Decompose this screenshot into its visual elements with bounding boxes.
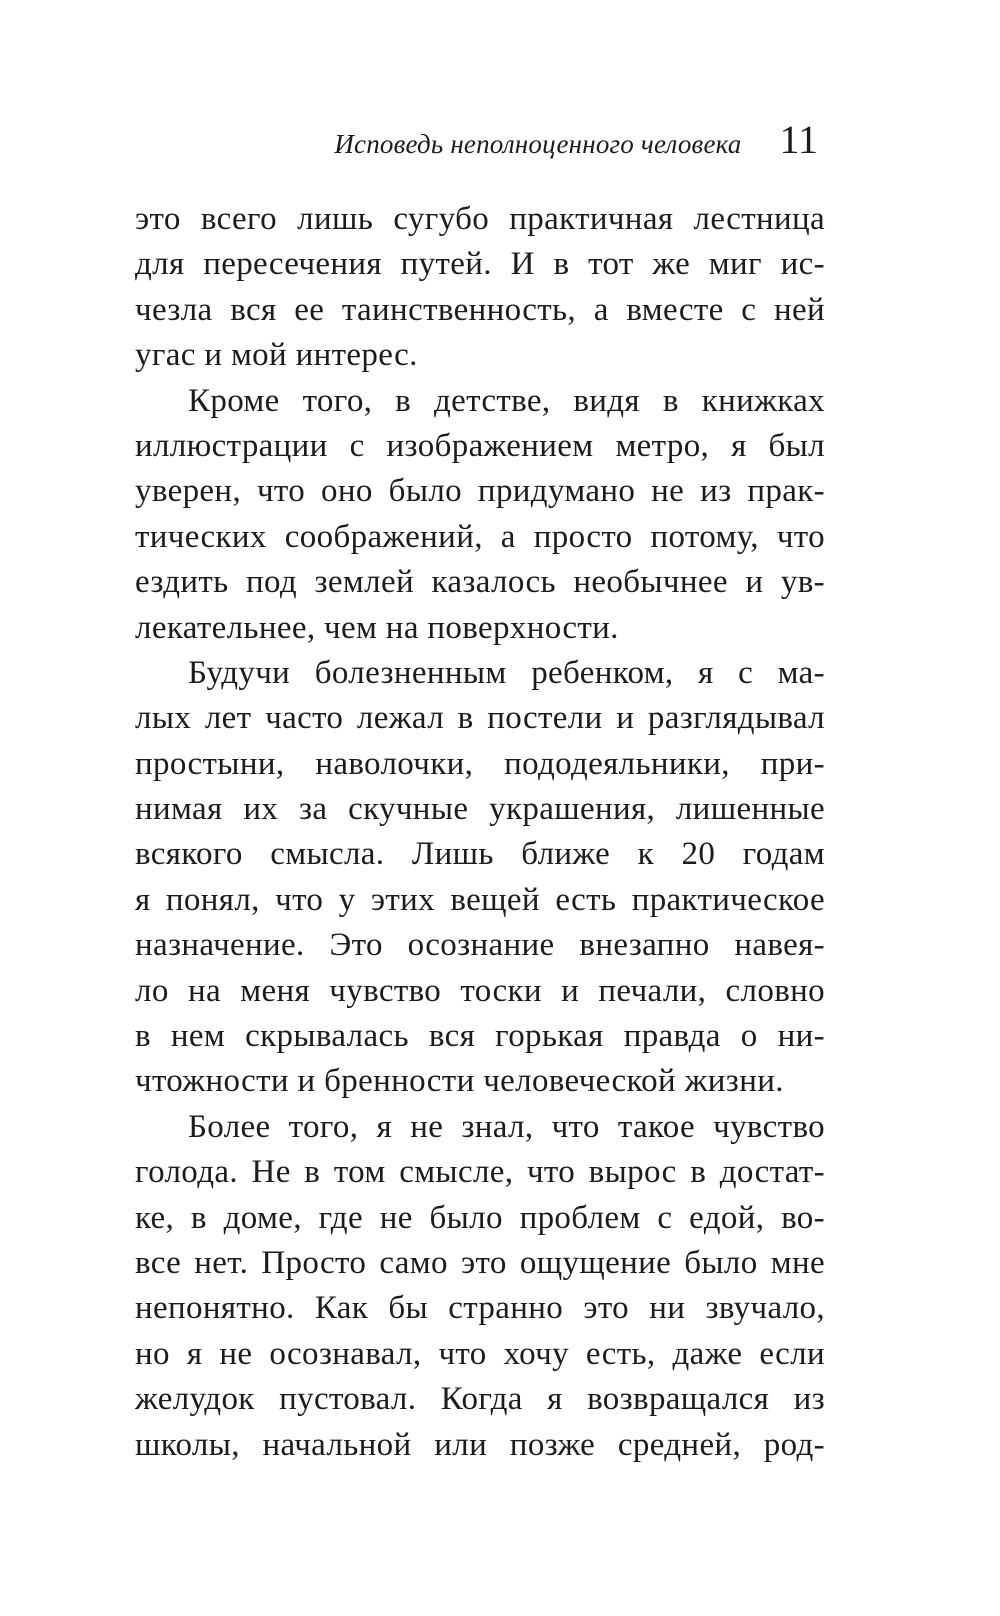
text-line: все нет. Просто само это ощущение было мне <box>135 1244 825 1281</box>
text-line: голода. Не в том смысле, что вырос в достат- <box>135 1154 825 1191</box>
text-line: я понял, что у этих вещей есть практическое <box>135 881 825 918</box>
text-line: Будучи болезненным ребенком, я с ма- <box>188 654 825 691</box>
text-line: иллюстрации с изображением метро, я был <box>135 427 825 464</box>
paragraph <box>135 1105 825 1468</box>
text-line: в нем скрывалась вся горькая правда о ни- <box>135 1018 825 1055</box>
text-line: для пересечения путей. И в тот же миг ис- <box>135 246 825 283</box>
text-line: это всего лишь сугубо практичная лестница <box>135 201 825 237</box>
text-line: непонятно. Как бы странно это ни звучало, <box>135 1290 825 1327</box>
paragraph <box>135 379 825 651</box>
text-line: всякого смысла. Лишь ближе к 20 годам <box>135 836 825 873</box>
text-line: лекательнее, чем на поверхности. <box>135 609 619 646</box>
text-line: Кроме того, в детстве, видя в книжках <box>188 382 825 419</box>
text-line: чтожности и бренности человеческой жизни. <box>135 1063 784 1100</box>
body-text <box>135 197 825 1468</box>
text-line: лых лет часто лежал в постели и разглядывал <box>135 700 825 737</box>
text-line: простыни, наволочки, пододеяльники, при- <box>135 745 825 782</box>
text-line: нимая их за скучные украшения, лишенные <box>135 791 825 828</box>
text-line: назначение. Это осознание внезапно навея- <box>135 927 825 964</box>
text-line: ездить под землей казалось необычнее и ув- <box>135 564 825 601</box>
page-number: 11 <box>779 117 818 162</box>
text-line: чезла вся ее таинственность, а вместе с ней <box>135 291 825 328</box>
text-line: угас и мой интерес. <box>135 337 418 374</box>
paragraph <box>135 651 825 1105</box>
running-title: Исповедь неполноценного человека <box>334 129 742 159</box>
text-line: но я не осознавал, что хочу есть, даже если <box>135 1335 825 1372</box>
text-line: ке, в доме, где не было проблем с едой, во- <box>135 1199 825 1236</box>
text-line: школы, начальной или позже средней, род- <box>135 1426 825 1463</box>
text-line: уверен, что оно было придумано не из прак- <box>135 473 825 510</box>
running-header <box>334 117 818 180</box>
text-line: тических соображений, а просто потому, что <box>135 518 825 555</box>
text-line: ло на меня чувство тоски и печали, словно <box>135 972 825 1009</box>
text-line: желудок пустовал. Когда я возвращался из <box>135 1381 825 1418</box>
text-line: Более того, я не знал, что такое чувство <box>188 1108 825 1145</box>
paragraph <box>135 197 825 379</box>
